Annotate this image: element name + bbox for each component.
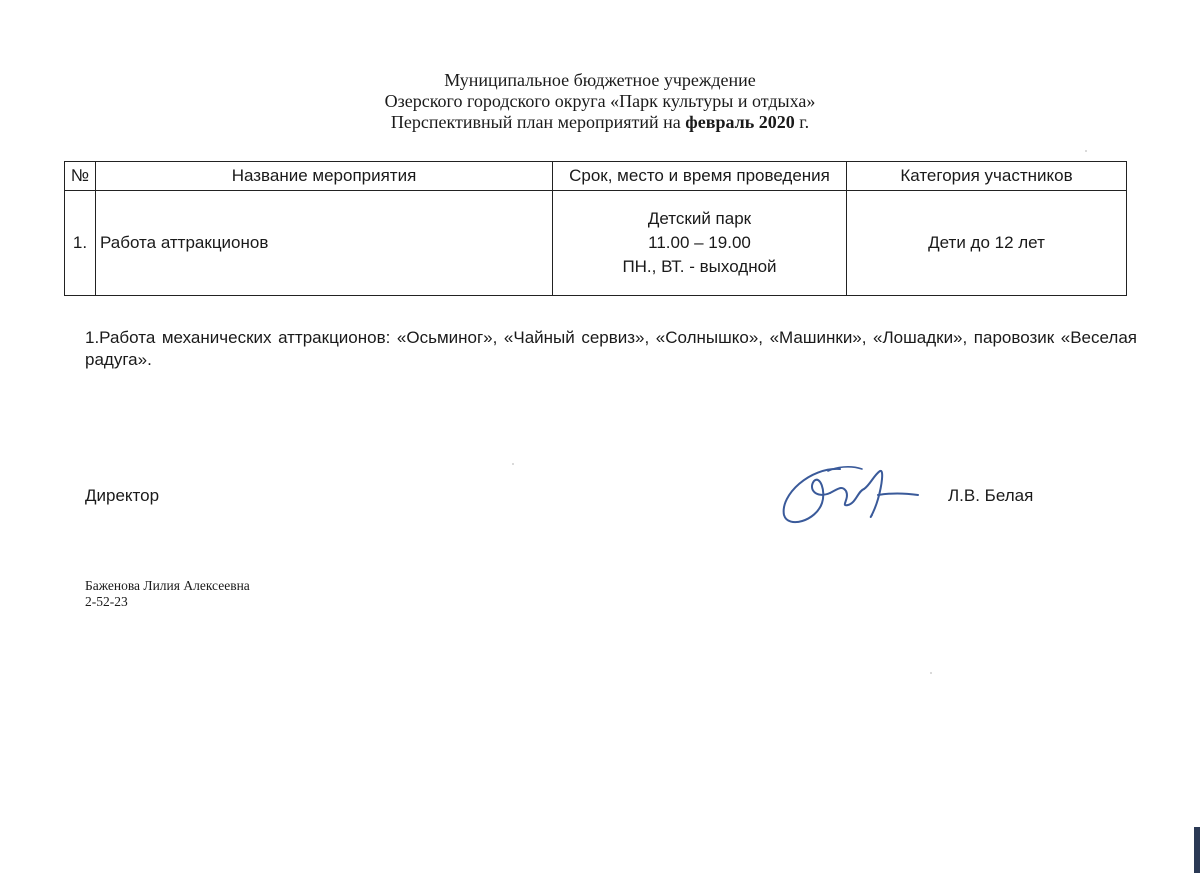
- row-days-off: ПН., ВТ. - выходной: [622, 257, 777, 276]
- table-row: [65, 191, 1127, 296]
- row-event-name: Работа аттракционов: [96, 191, 553, 296]
- row-place: Детский парк: [647, 209, 752, 228]
- plan-title-period: февраль 2020: [685, 112, 795, 132]
- header-organization-name: Озерского городского округа «Парк культуры и отдыха»: [384, 91, 816, 111]
- column-header-event-name: Название мероприятия: [96, 162, 553, 191]
- scan-speck: [512, 463, 514, 465]
- column-header-number: №: [65, 162, 96, 191]
- document-header: [0, 70, 1200, 133]
- row-hours: 11.00 – 19.00: [648, 233, 751, 252]
- events-plan-table: [64, 161, 1127, 296]
- row-time-place: [553, 191, 847, 296]
- row-number: 1.: [65, 191, 96, 296]
- signatory-position: Директор: [85, 486, 160, 505]
- scan-speck: [1085, 150, 1087, 152]
- column-header-time-place: Срок, место и время проведения: [553, 162, 847, 191]
- header-organization-type: Муниципальное бюджетное учреждение: [444, 70, 756, 90]
- row-participants: Дети до 12 лет: [847, 191, 1127, 296]
- header-plan-title: [0, 112, 1200, 133]
- column-header-participants: Категория участников: [847, 162, 1127, 191]
- handwritten-signature: [770, 455, 935, 535]
- executor-phone: 2-52-23: [85, 594, 128, 609]
- executor-name: Баженова Лилия Алексеевна: [85, 578, 250, 593]
- scan-speck: [930, 672, 932, 674]
- attractions-note: 1.Работа механических аттракционов: «Осьминог», «Чайный сервиз», «Солнышко», «Машинки», «Лошадки», паровозик «Веселая радуга».: [85, 328, 1137, 369]
- table-header-row: [65, 162, 1127, 191]
- plan-title-prefix: Перспективный план мероприятий на: [390, 112, 686, 132]
- scan-edge-mark: [1194, 827, 1200, 873]
- executor-contact: [85, 578, 250, 610]
- signatory-name: Л.В. Белая: [948, 486, 1034, 505]
- plan-title-suffix: г.: [794, 112, 810, 132]
